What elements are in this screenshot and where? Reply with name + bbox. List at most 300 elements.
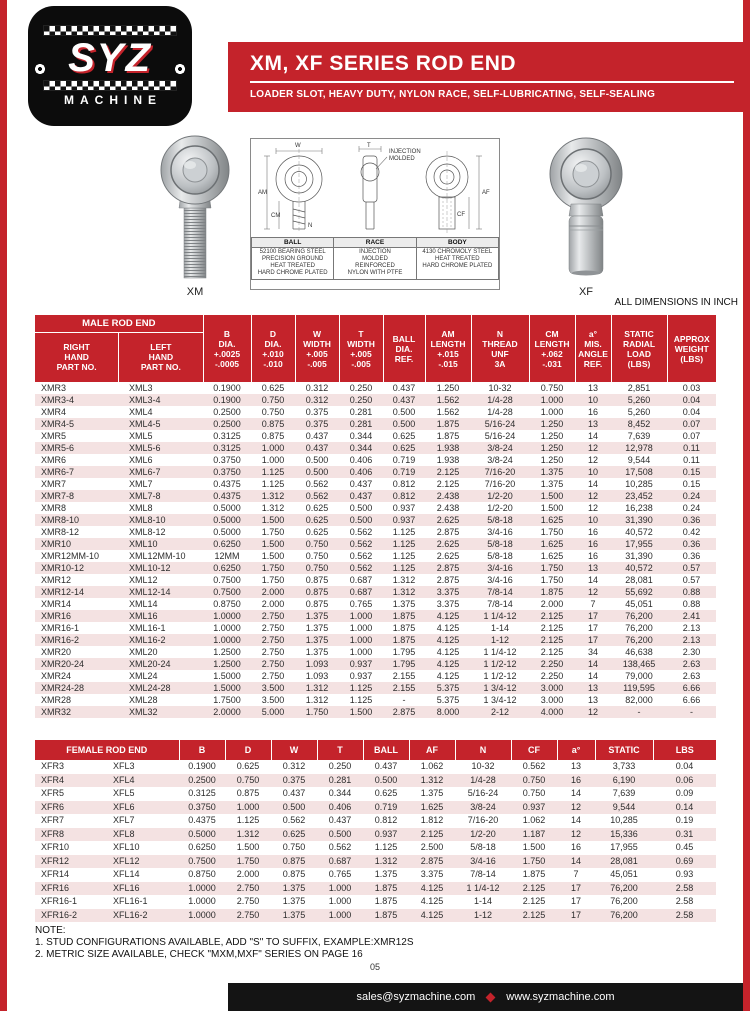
spec-value-cell: 0.09 <box>675 788 694 798</box>
part-number-cell: XMR24 <box>41 671 72 681</box>
spec-value-cell: 0.57 <box>682 563 701 573</box>
spec-value-cell: 3.375 <box>420 869 444 879</box>
spec-value-cell: 1.0000 <box>188 882 216 893</box>
spec-value-cell: 7/16-20 <box>484 467 516 477</box>
spec-value-cell: 13 <box>587 419 598 429</box>
spec-value-cell: 0.875 <box>305 599 329 609</box>
spec-value-cell: 0.4375 <box>188 815 216 825</box>
spec-value-cell: 1.000 <box>349 635 373 645</box>
spec-column-header: RACE <box>334 238 416 248</box>
xf-photo-label: XF <box>578 286 594 298</box>
spec-detail-line: NYLON WITH PTFE <box>347 270 403 276</box>
female-table-row <box>35 855 716 869</box>
male-table-row <box>35 478 716 490</box>
spec-value-cell: 0.937 <box>522 801 546 812</box>
spec-value-cell: 12,978 <box>625 443 653 453</box>
part-number-cell: XML20 <box>129 647 158 657</box>
spec-value-cell: 0.750 <box>305 551 329 561</box>
spec-value-cell: 2.625 <box>436 551 460 561</box>
spec-value-cell: 0.750 <box>540 383 564 393</box>
male-column-header <box>251 315 295 382</box>
spec-value-cell: 0.500 <box>305 455 329 465</box>
spec-value-cell: 5/8-18 <box>487 515 513 525</box>
male-column-header <box>611 315 667 382</box>
male-table-row <box>35 658 716 670</box>
spec-value-cell: 0.719 <box>392 467 416 477</box>
spec-value-cell: 17 <box>570 909 581 920</box>
spec-value-cell: 1.500 <box>349 707 373 717</box>
female-column-header: T <box>317 740 363 760</box>
spec-value-cell: 40,572 <box>625 563 653 573</box>
spec-value-cell: 0.562 <box>282 815 306 825</box>
spec-value-cell: 0.07 <box>682 431 701 441</box>
spec-value-cell: 3.000 <box>540 695 564 705</box>
spec-value-cell: 0.11 <box>683 443 700 453</box>
spec-value-cell: 0.24 <box>682 503 701 513</box>
spec-value-cell: 1.875 <box>392 635 416 645</box>
notes-section <box>35 925 414 961</box>
spec-value-cell: 7 <box>590 599 596 609</box>
spec-value-cell: 1/2-20 <box>470 828 496 839</box>
spec-value-cell: 7/8-14 <box>487 599 513 609</box>
spec-value-cell: 23,452 <box>625 491 653 501</box>
header-line: N <box>496 328 504 339</box>
female-column-header: a° <box>557 740 595 760</box>
header-line: PART NO. <box>140 362 181 372</box>
spec-value-cell: 1.312 <box>305 695 329 705</box>
male-table-row <box>35 538 716 550</box>
female-column-header: D <box>225 740 271 760</box>
spec-value-cell: 1.125 <box>392 527 416 537</box>
spec-value-cell: 2.000 <box>261 587 285 597</box>
spec-value-cell: 2.625 <box>436 515 460 525</box>
technical-drawings <box>251 139 499 237</box>
spec-value-cell: 1.875 <box>436 431 460 441</box>
spec-value-cell: 0.437 <box>282 788 306 798</box>
male-table-row <box>35 454 716 466</box>
spec-value-cell: 0.344 <box>328 788 352 798</box>
spec-value-cell: 2.125 <box>420 828 444 839</box>
spec-value-cell: 0.250 <box>349 395 373 405</box>
spec-value-cell: 0.937 <box>392 503 416 513</box>
spec-value-cell: 1.375 <box>540 467 564 477</box>
spec-detail-line: INJECTION <box>359 249 391 255</box>
part-number-cell: XMR3 <box>41 383 67 393</box>
title-divider <box>250 81 734 83</box>
male-table-row <box>35 622 716 634</box>
part-number-cell: XML8-10 <box>129 515 166 525</box>
spec-value-cell: 0.875 <box>261 431 285 441</box>
part-number-cell: XMR4-5 <box>41 419 75 429</box>
part-number-cell: XML8-12 <box>129 527 166 537</box>
dimension-drawing <box>251 139 499 237</box>
spec-value-cell: 7 <box>573 869 579 879</box>
spec-value-cell: 1-12 <box>490 635 509 645</box>
spec-value-cell: 1 3/4-12 <box>483 695 517 705</box>
part-number-cell: XFL12 <box>113 855 140 866</box>
spec-value-cell: 1.000 <box>349 623 373 633</box>
header-line: STATIC <box>624 328 654 339</box>
male-column-header <box>425 315 471 382</box>
spec-value-cell: 17 <box>587 611 598 621</box>
spec-value-cell: 0.07 <box>682 419 701 429</box>
spec-value-cell: 17 <box>587 635 598 645</box>
spec-value-cell: 13 <box>587 563 598 573</box>
spec-value-cell: 0.36 <box>682 551 701 561</box>
logo-syz-text: SYZ <box>68 36 152 80</box>
part-number-cell: XFL3 <box>113 761 135 771</box>
header-line: REF. <box>394 353 414 364</box>
spec-value-cell: 16 <box>570 774 581 785</box>
spec-value-cell: 0.04 <box>682 407 701 417</box>
male-table-row <box>35 706 716 718</box>
part-number-cell: XFL5 <box>113 788 135 798</box>
female-column-header: BALL <box>363 740 409 760</box>
spec-value-cell: 17,955 <box>610 842 638 852</box>
spec-value-cell: 1.750 <box>305 707 329 717</box>
spec-value-cell: 1 1/4-12 <box>483 647 517 657</box>
female-table-row <box>35 828 716 842</box>
female-table-row <box>35 909 716 923</box>
male-table-row <box>35 418 716 430</box>
part-number-cell: XMR24-28 <box>41 683 85 693</box>
spec-value-cell: 5.000 <box>261 707 285 717</box>
spec-value-cell: 1.625 <box>540 515 564 525</box>
spec-value-cell: 0.5000 <box>213 527 241 537</box>
spec-value-cell: 0.36 <box>682 539 701 549</box>
spec-value-cell: 1.0000 <box>188 909 216 920</box>
spec-value-cell: 2.875 <box>436 563 460 573</box>
spec-value-cell: 7/16-20 <box>467 815 499 825</box>
spec-value-cell: 0.937 <box>349 659 373 669</box>
spec-value-cell: 3.375 <box>436 587 460 597</box>
spec-value-cell: 1.000 <box>540 395 564 405</box>
spec-value-cell: 0.750 <box>261 395 285 405</box>
dimension-label-w: W <box>295 143 301 149</box>
spec-value-cell: 2.875 <box>436 527 460 537</box>
male-table-row <box>35 598 716 610</box>
spec-value-cell: 0.500 <box>392 407 416 417</box>
part-number-cell: XML16-2 <box>129 635 166 645</box>
spec-detail-line: HARD CHROME PLATED <box>257 270 328 276</box>
spec-value-cell: 0.812 <box>392 491 416 501</box>
spec-value-cell: 0.875 <box>305 575 329 585</box>
header-line: MIS. <box>584 338 602 349</box>
male-table-row <box>35 682 716 694</box>
spec-value-cell: 0.88 <box>682 587 701 597</box>
spec-value-cell: 6.66 <box>682 683 701 693</box>
spec-value-cell: 1.2500 <box>213 659 241 669</box>
spec-value-cell: 76,200 <box>625 635 653 645</box>
spec-value-cell: 0.687 <box>349 575 373 585</box>
spec-value-cell: 1.750 <box>540 563 564 573</box>
spec-value-cell: 1.0000 <box>213 623 241 633</box>
spec-value-cell: 0.3750 <box>213 467 241 477</box>
part-number-cell: XFR6 <box>41 801 65 812</box>
male-column-header <box>203 315 251 382</box>
spec-value-cell: 1.375 <box>282 882 306 893</box>
part-number-cell: XML8 <box>129 503 153 513</box>
spec-value-cell: 0.750 <box>261 407 285 417</box>
spec-value-cell: 2.13 <box>682 635 701 645</box>
part-number-cell: XMR6-7 <box>41 467 75 477</box>
spec-value-cell: 0.750 <box>522 774 546 785</box>
part-number-cell: XML28 <box>129 695 158 705</box>
spec-detail-line: PRECISION GROUND <box>261 256 324 262</box>
bearing-icon <box>33 62 47 76</box>
spec-value-cell: 1.187 <box>522 828 546 839</box>
spec-value-cell: 1 3/4-12 <box>483 683 517 693</box>
spec-value-cell: 0.562 <box>305 491 329 501</box>
spec-value-cell: 1.0000 <box>213 635 241 645</box>
spec-value-cell: 2.750 <box>236 896 260 906</box>
part-number-cell: XML20-24 <box>129 659 171 669</box>
spec-value-cell: 76,200 <box>610 909 638 920</box>
part-number-cell: XFL14 <box>113 869 140 879</box>
spec-value-cell: 34 <box>587 647 598 657</box>
spec-value-cell: 5/8-18 <box>487 551 513 561</box>
spec-value-cell: 0.562 <box>349 551 373 561</box>
spec-value-cell: 0.31 <box>675 828 694 839</box>
spec-value-cell: 9,544 <box>612 801 636 812</box>
spec-value-cell: 0.765 <box>349 599 373 609</box>
header-line: APPROX <box>673 333 710 344</box>
spec-value-cell: 0.625 <box>374 788 398 798</box>
part-number-cell: XML32 <box>129 707 158 717</box>
part-number-cell: XMR14 <box>41 599 72 609</box>
spec-value-cell: 1.375 <box>305 647 329 657</box>
male-group-title: MALE ROD END <box>35 315 203 333</box>
spec-value-cell: 138,465 <box>622 659 656 669</box>
part-number-cell: XML16 <box>129 611 158 621</box>
spec-value-cell: 3.375 <box>436 599 460 609</box>
part-number-cell: XMR5 <box>41 431 67 441</box>
spec-value-cell: 0.04 <box>675 761 694 771</box>
spec-value-cell: 12 <box>587 491 598 501</box>
spec-value-cell: 1-12 <box>473 909 492 920</box>
header-line: T <box>358 328 364 339</box>
part-number-cell: XFL16-1 <box>113 896 148 906</box>
part-number-cell: XFR3 <box>41 761 65 771</box>
spec-value-cell: 5/8-18 <box>470 842 496 852</box>
spec-value-cell: 3/4-16 <box>487 575 513 585</box>
spec-value-cell: 5/16-24 <box>484 431 516 441</box>
spec-value-cell: 0.7500 <box>188 855 216 866</box>
xf-rod-end-image <box>531 134 641 284</box>
spec-value-cell: 0.562 <box>349 527 373 537</box>
part-number-cell: XFR7 <box>41 815 65 825</box>
spec-value-cell: 2-12 <box>490 707 509 717</box>
spec-value-cell: 0.437 <box>349 491 373 501</box>
spec-value-cell: 2.250 <box>540 659 564 669</box>
part-number-cell: XML14 <box>129 599 158 609</box>
part-number-cell: XMR12-14 <box>41 587 85 597</box>
spec-value-cell: 1.750 <box>236 855 260 866</box>
spec-value-cell: 6,190 <box>612 774 636 785</box>
note-label: NOTE: <box>35 925 66 936</box>
header-line: -.010 <box>263 358 283 369</box>
spec-value-cell: 1.5000 <box>213 683 241 693</box>
part-number-cell: XML6-7 <box>129 467 161 477</box>
spec-value-cell: 0.750 <box>522 788 546 798</box>
spec-value-cell: 0.281 <box>349 419 373 429</box>
female-column-header: AF <box>409 740 455 760</box>
part-number-cell: XFL4 <box>113 774 135 785</box>
spec-value-cell: 0.625 <box>305 503 329 513</box>
note-line: 2. METRIC SIZE AVAILABLE, CHECK "MXM,MXF" SERIES ON PAGE 16 <box>35 949 363 960</box>
part-number-cell: XML3 <box>129 383 153 393</box>
spec-value-cell: 14 <box>587 671 598 681</box>
spec-value-cell: 0.42 <box>682 527 701 537</box>
spec-value-cell: 2.63 <box>682 671 701 681</box>
page-number: 05 <box>369 962 380 972</box>
spec-value-cell: 4.125 <box>420 896 444 906</box>
spec-value-cell: 1.562 <box>436 395 460 405</box>
male-table-row <box>35 466 716 478</box>
part-number-cell: XML16-1 <box>129 623 166 633</box>
spec-value-cell: 1-14 <box>473 896 492 906</box>
spec-value-cell: 1.312 <box>420 774 444 785</box>
spec-value-cell: 0.5000 <box>188 828 216 839</box>
part-number-cell: XML12 <box>129 575 158 585</box>
part-number-cell: XML24 <box>129 671 158 681</box>
spec-value-cell: 0.437 <box>349 479 373 489</box>
female-table-row <box>35 868 716 882</box>
part-number-cell: XML7-8 <box>129 491 161 501</box>
male-table-row <box>35 634 716 646</box>
spec-detail-line: 4130 CHROMOLY STEEL <box>422 249 493 255</box>
spec-value-cell: 0.375 <box>282 774 306 785</box>
spec-value-cell: 14 <box>587 479 598 489</box>
spec-value-cell: 1.250 <box>540 431 564 441</box>
header-line: a° <box>588 328 598 339</box>
spec-value-cell: 1.312 <box>261 491 285 501</box>
spec-value-cell: 0.3125 <box>213 443 241 453</box>
spec-value-cell: 2.125 <box>522 896 546 906</box>
spec-value-cell: 17,508 <box>625 467 653 477</box>
spec-value-cell: 5.375 <box>436 683 460 693</box>
spec-value-cell: 0.750 <box>282 842 306 852</box>
header-line: PART NO. <box>56 362 97 372</box>
header-line: -.031 <box>542 358 562 369</box>
spec-value-cell: 45,051 <box>610 869 638 879</box>
spec-value-cell: 1.312 <box>236 828 260 839</box>
spec-value-cell: 10 <box>587 467 598 477</box>
spec-value-cell: 5,260 <box>627 407 651 417</box>
spec-value-cell: 1.000 <box>236 801 260 812</box>
spec-value-cell: 12 <box>587 503 598 513</box>
bearing-icon <box>173 62 187 76</box>
female-table-row <box>35 841 716 855</box>
spec-value-cell: 2.125 <box>540 611 564 621</box>
spec-value-cell: 1 1/2-12 <box>483 659 517 669</box>
spec-detail-line: HEAT TREATED <box>435 256 480 262</box>
female-column-header: N <box>455 740 511 760</box>
header-line: RADIAL <box>622 338 656 349</box>
spec-value-cell: 1.093 <box>305 659 329 669</box>
spec-value-cell: 12 <box>587 443 598 453</box>
spec-value-cell: 16 <box>570 842 581 852</box>
spec-value-cell: 28,081 <box>625 575 653 585</box>
header-line: LENGTH <box>430 338 466 349</box>
header-line: +.005 <box>350 348 372 359</box>
header-line: CM <box>545 328 559 339</box>
spec-detail-line: MOLDED <box>362 256 388 262</box>
spec-column-header: BALL <box>252 238 334 248</box>
part-number-cell: XMR8-12 <box>41 527 80 537</box>
spec-value-cell: 2.500 <box>420 842 444 852</box>
part-number-cell: XFL16-2 <box>113 909 148 920</box>
spec-value-cell: 2.125 <box>522 909 546 920</box>
part-number-cell: XML24-28 <box>129 683 171 693</box>
part-number-cell: XFR12 <box>41 855 70 866</box>
spec-value-cell: 14 <box>570 788 581 798</box>
spec-value-cell: 0.562 <box>305 479 329 489</box>
part-number-cell: XFL6 <box>113 801 135 812</box>
part-number-cell: XMR8 <box>41 503 67 513</box>
spec-value-cell: 1.375 <box>540 479 564 489</box>
spec-value-cell: 1.875 <box>522 869 546 879</box>
spec-value-cell: 1 1/2-12 <box>483 671 517 681</box>
spec-value-cell: 2.13 <box>682 623 701 633</box>
dimension-label-n: N <box>308 223 313 229</box>
spec-value-cell: 3.500 <box>261 695 285 705</box>
spec-value-cell: 1 1/4-12 <box>483 611 517 621</box>
spec-value-cell: 0.500 <box>328 828 352 839</box>
spec-value-cell: 1.125 <box>374 842 398 852</box>
spec-value-cell: 1.000 <box>328 882 352 893</box>
spec-value-cell: 3/8-24 <box>487 455 513 465</box>
spec-value-cell: 1.812 <box>420 815 444 825</box>
spec-value-cell: 0.312 <box>282 761 306 771</box>
spec-value-cell: 2.875 <box>436 575 460 585</box>
spec-value-cell: 1.125 <box>261 467 285 477</box>
male-table-row <box>35 550 716 562</box>
spec-value-cell: 0.812 <box>392 479 416 489</box>
spec-value-cell: 1 1/4-12 <box>466 882 500 893</box>
spec-value-cell: 0.312 <box>305 395 329 405</box>
male-table-row <box>35 406 716 418</box>
spec-value-cell: 0.500 <box>282 801 306 812</box>
spec-value-cell: 3.500 <box>261 683 285 693</box>
spec-value-cell: 2.875 <box>420 855 444 866</box>
footer-email: sales@syzmachine.com <box>356 991 476 1003</box>
spec-value-cell: 1.5000 <box>213 671 241 681</box>
spec-value-cell: 1.938 <box>436 443 460 453</box>
logo-machine-text: MACHINE <box>64 93 162 107</box>
header-line: WIDTH <box>303 338 331 349</box>
spec-value-cell: 16,238 <box>625 503 653 513</box>
spec-value-cell: 76,200 <box>625 611 653 621</box>
spec-value-cell: 1.375 <box>282 909 306 920</box>
spec-value-cell: 0.250 <box>328 761 352 771</box>
footer-website: www.syzmachine.com <box>506 991 615 1003</box>
dimension-label-cf: CF <box>457 212 465 218</box>
spec-value-cell: 1.375 <box>305 623 329 633</box>
part-number-cell: XML4-5 <box>129 419 161 429</box>
female-table-group-header: FEMALE ROD END <box>35 740 179 760</box>
male-table-row <box>35 502 716 514</box>
spec-value-cell: 12 <box>587 455 598 465</box>
part-number-cell: XMR8-10 <box>41 515 80 525</box>
spec-value-cell: 76,200 <box>610 882 638 893</box>
spec-value-cell: 0.875 <box>261 419 285 429</box>
female-table-row <box>35 882 716 896</box>
part-number-cell: XMR16 <box>41 611 72 621</box>
spec-value-cell: 1.000 <box>328 909 352 920</box>
header-line: DIA. <box>395 343 413 354</box>
female-column-header: STATIC <box>595 740 653 760</box>
